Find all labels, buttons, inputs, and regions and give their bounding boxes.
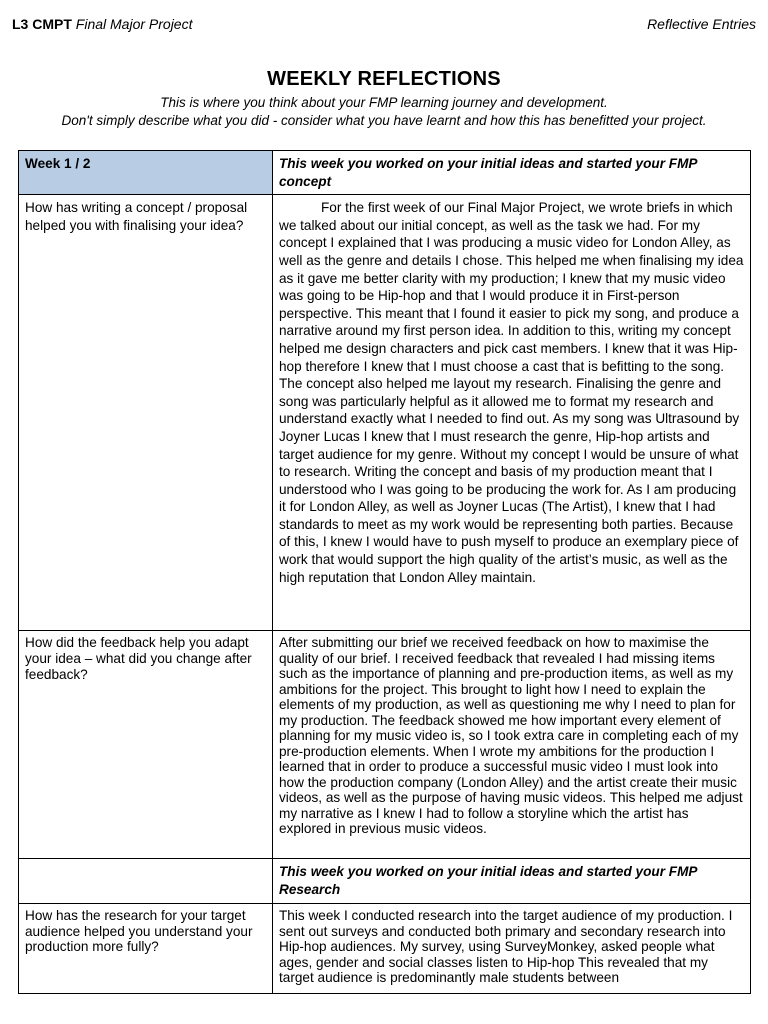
question-3: How has the research for your target audience helped you understand your production more fully? bbox=[19, 904, 273, 994]
table-row-week-header bbox=[19, 151, 751, 195]
table-row bbox=[19, 195, 751, 631]
table-row bbox=[19, 904, 751, 994]
week-label: Week 1 / 2 bbox=[19, 151, 273, 195]
answer-1: For the first week of our Final Major Project, we wrote briefs in which we talked about our initial concept, as well as the task we had. For my concept I explained that I was producing a music video for London Alley, as well as the genre and details I chose. This helped me when finalising my idea as it gave me better clarity with my production; I knew that my music video was going to be Hip-hop and that I would produce it in First-person perspective. This meant that I found it easier to pick my song, and produce a narrative around my first person idea. In addition to this, writing my concept helped me design characters and pick cast members. I knew that it was Hip-hop therefore I knew that I must choose a cast that is befitting to the song. The concept also helped me layout my research. Finalising the genre and song was particularly helpful as it allowed me to format my research and understand exactly what I needed to find out. As my song was Ultrasound by Joyner Lucas I knew that I must research the genre, Hip-hop artists and target audience for my genre. Without my concept I would be unsure of what to research. Writing the concept and basis of my production meant that I understood who I was going to be producing the work for. As I am producing it for London Alley, as well as Joyner Lucas (The Artist), I knew that I had standards to meet as my work would be representing both parties. Because of this, I knew I would have to push myself to produce an exemplary piece of work that would support the high quality of the artist’s music, as well as the high reputation that London Alley maintain. bbox=[279, 200, 744, 585]
table-row-week-header bbox=[19, 859, 751, 904]
running-header bbox=[12, 16, 756, 34]
answer-2: After submitting our brief we received feedback on how to maximise the quality of our brief. I received feedback that revealed I had missing items such as the importance of planning and pre-production items, as well as my ambitions for the project. This brought to light how I need to explain the elements of my production, as well as questioning me why I need to plan for my production. The feedback showed me how important every element of planning for my music video is, so I took extra care in completing each of my pre-production elements. When I wrote my ambitions for the production I learned that in order to produce a successful music video I must look into how the production company (London Alley) and the artist create their music videos, as well as the purpose of having music videos. This helped me adjust my narrative as I knew I had to follow a storyline which the artist has explored in previous music videos. bbox=[273, 631, 751, 859]
page-subtitle-2: Don't simply describe what you did - consider what you have learnt and how this has benefitted your project. bbox=[61, 113, 707, 128]
question-2: How did the feedback help you adapt your idea – what did you change after feedback? bbox=[19, 631, 273, 859]
answer-3: This week I conducted research into the target audience of my production. I sent out surveys and conducted both primary and secondary research into Hip-hop audiences. My survey, using SurveyMonkey, asked people what ages, gender and social classes listen to Hip-hop This revealed that my target audience is predominantly male students between bbox=[273, 904, 751, 994]
answer-1-cell bbox=[273, 195, 751, 631]
project-name: Final Major Project bbox=[75, 16, 193, 32]
header-section: Reflective Entries bbox=[647, 16, 756, 32]
course-code: L3 CMPT bbox=[12, 16, 72, 32]
empty-label-cell bbox=[19, 859, 273, 904]
week-focus-2: This week you worked on your initial ideas and started your FMP Research bbox=[273, 859, 751, 904]
reflection-table bbox=[18, 150, 751, 994]
week-focus-1: This week you worked on your initial ideas and started your FMP concept bbox=[273, 151, 751, 195]
table-row bbox=[19, 631, 751, 859]
page-title: WEEKLY REFLECTIONS bbox=[267, 68, 501, 90]
page-subtitle-1: This is where you think about your FMP learning journey and development. bbox=[160, 95, 608, 110]
question-1: How has writing a concept / proposal helped you with finalising your idea? bbox=[19, 195, 273, 631]
header-left bbox=[12, 16, 192, 32]
